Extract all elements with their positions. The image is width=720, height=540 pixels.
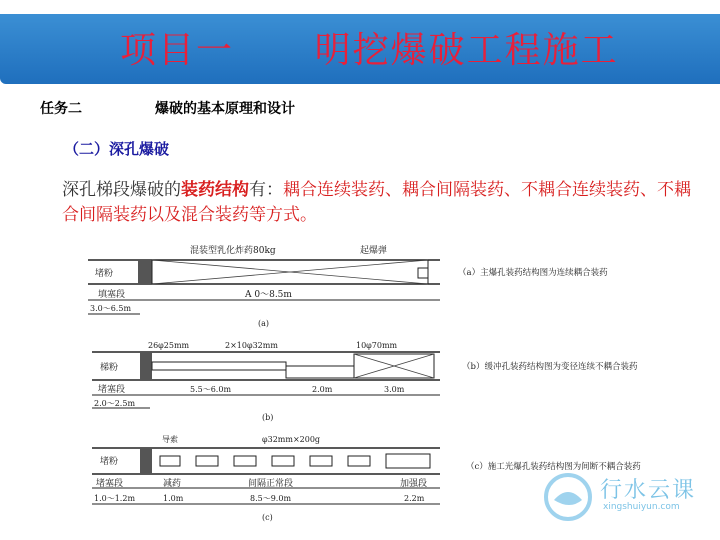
c-sec-3: 间隔正常段 bbox=[248, 479, 294, 489]
task-label: 任务二 bbox=[40, 101, 82, 117]
section-heading: （二）深孔爆破 bbox=[64, 140, 170, 158]
a-top-right-label: 起爆弹 bbox=[360, 246, 388, 256]
b-stem-label: 梯粉 bbox=[100, 363, 119, 373]
b-stem-length: 2.0～2.5m bbox=[94, 399, 136, 408]
a-stem-section-label: 填塞段 bbox=[98, 290, 126, 300]
b-sub-label: (b) bbox=[262, 413, 274, 422]
b-dim-1: 5.5～6.0m bbox=[190, 385, 232, 394]
c-stem-length: 1.0～1.2m bbox=[94, 494, 136, 503]
c-stem-section-label: 堵塞段 bbox=[96, 479, 124, 489]
task-title: 爆破的基本原理和设计 bbox=[155, 101, 295, 117]
c-sub-label: (c) bbox=[262, 513, 273, 522]
c-sec-2: 减药 bbox=[163, 479, 182, 489]
b-label-3: 10φ70mm bbox=[356, 341, 398, 350]
slide-title: 项目一 明挖爆破工程施工 bbox=[120, 30, 619, 71]
b-dim-3: 3.0m bbox=[384, 385, 405, 394]
paragraph-prefix: 深孔梯段爆破的 bbox=[62, 180, 181, 200]
c-sec-4: 加强段 bbox=[400, 479, 428, 489]
caption-c: （c）施工光爆孔装药结构图为间断不耦合装药 bbox=[466, 462, 641, 472]
diagram-a bbox=[88, 244, 440, 328]
a-sub-label: (a) bbox=[258, 319, 270, 328]
diagram-c bbox=[92, 434, 440, 522]
diagram-b bbox=[92, 341, 440, 422]
b-stem-section-label: 堵塞段 bbox=[98, 385, 126, 395]
c-dim-3: 8.5～9.0m bbox=[250, 494, 292, 503]
stem-hatch-b bbox=[140, 352, 152, 380]
paragraph-keyword: 装药结构 bbox=[181, 180, 249, 200]
a-top-label: 混装型乳化炸药80kg bbox=[190, 246, 276, 256]
stem-hatch-a bbox=[138, 260, 152, 284]
stem-hatch-c bbox=[140, 448, 152, 474]
caption-a: （a）主爆孔装药结构图为连续耦合装药 bbox=[458, 268, 608, 278]
logo-url: xingshuiyun.com bbox=[603, 502, 680, 512]
a-stem-label: 堵粉 bbox=[95, 269, 114, 279]
b-label-2: 2×10φ32mm bbox=[225, 341, 278, 350]
logo-name: 行水云课 bbox=[600, 478, 697, 503]
b-dim-2: 2.0m bbox=[312, 385, 333, 394]
c-stem-label: 堵粉 bbox=[100, 457, 119, 467]
paragraph-mid: 有： bbox=[249, 180, 283, 200]
c-label-2: φ32mm×200g bbox=[262, 435, 321, 444]
caption-b: （b）缓冲孔装药结构图为变径连续不耦合装药 bbox=[462, 362, 638, 372]
a-stem-length: 3.0～6.5m bbox=[90, 304, 132, 313]
a-charge-length: A 0～8.5m bbox=[245, 290, 292, 300]
c-dim-2: 1.0m bbox=[163, 494, 184, 503]
paragraph-body: 耦合连续装药、耦合间隔装药、不耦合连续装药、不耦合间隔装药以及混合装药等方式。 bbox=[62, 180, 691, 225]
c-dim-4: 2.2m bbox=[404, 494, 425, 503]
b-label-1: 26φ25mm bbox=[148, 341, 190, 350]
c-label-1: 导索 bbox=[162, 435, 178, 444]
